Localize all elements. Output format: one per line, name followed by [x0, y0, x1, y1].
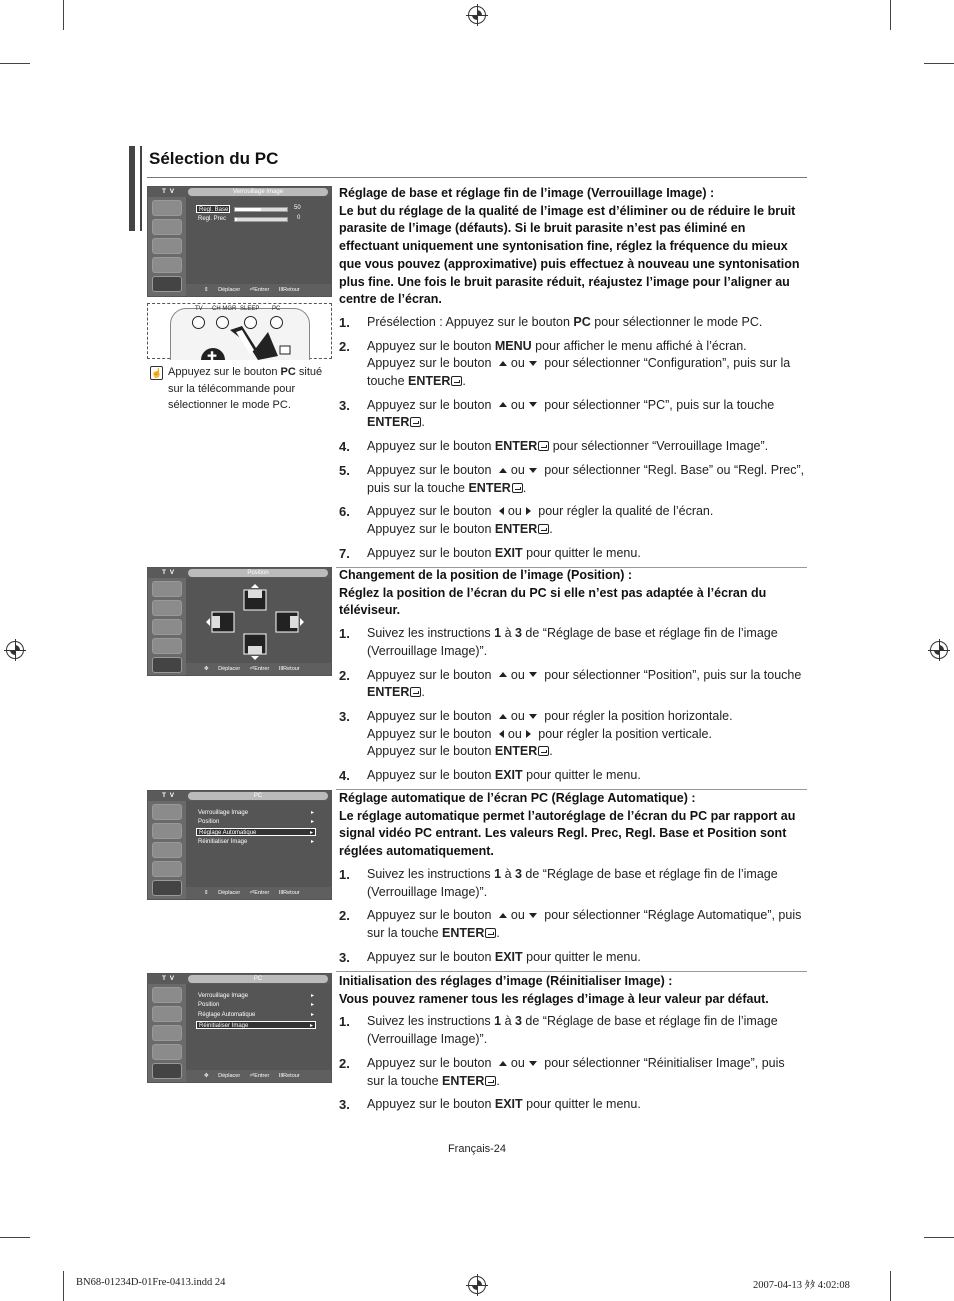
- crop-mark: [924, 63, 954, 64]
- menu-sidebar: [148, 578, 186, 675]
- osd-menu-pc-reinitialiser: [147, 973, 332, 1083]
- menu-header: PC: [188, 975, 328, 983]
- title-rule: [147, 177, 807, 178]
- registration-mark-icon: [928, 639, 950, 661]
- menu-item-position: Position ▸: [198, 819, 314, 825]
- up-arrow-icon: [499, 672, 507, 677]
- step-item: 2. Appuyez sur le bouton ou pour sélectionner “Position”, puis sur la touche ENTER .: [339, 667, 802, 700]
- menu-footer: ⇕ Déplacer ⏎Entrer ⅠⅡRetour: [186, 887, 331, 899]
- step-item: 1. Présélection : Appuyez sur le bouton PC pour sélectionner le mode PC.: [339, 314, 763, 330]
- title-bar-gap: [135, 146, 140, 231]
- down-arrow-icon: [529, 1061, 537, 1066]
- section-verrouillage-image: [339, 185, 805, 562]
- menu-item-verrouillage: Verrouillage Image ▸: [198, 993, 314, 999]
- section-heading: Initialisation des réglages d’image (Réinitialiser Image) :: [339, 974, 673, 988]
- osd-menu-pc-reglage-auto: [147, 790, 332, 900]
- regl-prec-slider: [234, 217, 288, 222]
- menu-item-reinitialiser: Réinitialiser Image ▸: [196, 1021, 316, 1029]
- down-arrow-icon: [529, 913, 537, 918]
- crop-mark: [63, 1271, 64, 1301]
- menu-footer: ⇕ Déplacer ⏎Entrer ⅠⅡRetour: [186, 284, 331, 296]
- section-heading: Changement de la position de l’image (Position) :: [339, 568, 633, 582]
- print-slug-date: 2007-04-13 ﾀﾀ 4:02:08: [753, 1280, 850, 1291]
- menu-body: [186, 801, 331, 887]
- regl-prec-value: 0: [297, 215, 301, 221]
- right-arrow-icon: [526, 507, 531, 515]
- step-item: 1. Suivez les instructions 1 à 3 de “Réglage de base et réglage fin de l’image (Verrouillage Image)”.: [339, 866, 778, 899]
- enter-icon: [410, 687, 421, 697]
- step-item: 1. Suivez les instructions 1 à 3 de “Réglage de base et réglage fin de l’image (Verrouillage Image)”.: [339, 626, 778, 658]
- step-item: 2. Appuyez sur le bouton ou pour sélectionner “Réglage Automatique”, puis sur la touche ENTER .: [339, 908, 802, 940]
- left-arrow-icon: [499, 730, 504, 738]
- enter-icon: [485, 928, 496, 938]
- section-intro: Vous pouvez ramener tous les réglages d’image à leur valeur par défaut.: [339, 991, 769, 1006]
- right-arrow-icon: [526, 730, 531, 738]
- up-arrow-icon: [499, 1061, 507, 1066]
- menu-item-regl-base: Regl. Base: [196, 205, 230, 213]
- registration-mark-icon: [466, 4, 488, 26]
- down-arrow-icon: [529, 361, 537, 366]
- step-item: 3. Appuyez sur le bouton EXIT pour quitter le menu.: [339, 1097, 641, 1113]
- step-item: 2. Appuyez sur le bouton ou pour sélectionner “Réinitialiser Image”, puis sur la touche ENTER .: [339, 1055, 785, 1088]
- up-arrow-icon: [499, 468, 507, 473]
- up-arrow-icon: [499, 714, 507, 719]
- section-rule: [336, 971, 807, 972]
- svg-text:✚: ✚: [207, 349, 218, 360]
- remote-label-chmgr: CH MGR: [212, 306, 237, 312]
- enter-icon: [512, 483, 523, 493]
- step-item: 2. Appuyez sur le bouton MENU pour afficher le menu affiché à l’écran. Appuyez sur le bouton ou pour sélectionner “Configuration”, puis sur la touche ENTER .: [339, 338, 791, 389]
- up-arrow-icon: [499, 361, 507, 366]
- up-arrow-icon: [499, 402, 507, 407]
- section-intro: Réglez la position de l’écran du PC si elle n’est pas adaptée à l’écran du téléviseur.: [339, 585, 767, 618]
- up-arrow-icon: [499, 913, 507, 918]
- menu-sidebar: [148, 197, 186, 296]
- page-title: Sélection du PC: [149, 149, 279, 168]
- step-item: 3. Appuyez sur le bouton ou pour régler la position horizontale. Appuyez sur le bouton ou pour régler la position verticale. Appuyez sur le bouton ENTER .: [339, 708, 733, 759]
- remote-note: Appuyez sur le bouton PC situé sur la télécommande pour sélectionner le mode PC.: [168, 366, 323, 411]
- page-number: Français-24: [447, 1143, 507, 1155]
- crop-mark: [890, 0, 891, 30]
- osd-menu-verrouillage: [147, 186, 332, 297]
- menu-footer: ✥ Déplacer ⏎Entrer ⅠⅡRetour: [186, 1070, 331, 1082]
- crop-mark: [924, 1237, 954, 1238]
- menu-header: PC: [188, 792, 328, 800]
- enter-icon: [538, 524, 549, 534]
- regl-base-slider: [234, 207, 288, 212]
- enter-icon: [538, 746, 549, 756]
- step-item: 4. Appuyez sur le bouton ENTER pour sélectionner “Verrouillage Image”.: [339, 439, 769, 455]
- osd-menu-position: [147, 567, 332, 676]
- down-arrow-icon: [529, 402, 537, 407]
- print-slug-file: BN68-01234D-01Fre-0413.indd 24: [76, 1277, 226, 1288]
- step-item: 3. Appuyez sur le bouton ou pour sélectionner “PC”, puis sur la touche ENTER .: [339, 397, 775, 430]
- menu-body: [186, 984, 331, 1070]
- enter-icon: [538, 441, 549, 451]
- menu-body: [186, 578, 331, 663]
- menu-item-reglage-auto: Réglage Automatique ▸: [196, 828, 316, 836]
- menu-item-verrouillage: Verrouillage Image ▸: [198, 810, 314, 816]
- section-reglage-automatique: [339, 790, 805, 966]
- crop-mark: [0, 1237, 30, 1238]
- menu-footer: ✥ Déplacer ⏎Entrer ⅠⅡRetour: [186, 663, 331, 675]
- pointer-arrow-icon: [198, 326, 293, 360]
- menu-header: Verrouillage Image: [188, 188, 328, 196]
- registration-mark-icon: [466, 1274, 488, 1296]
- menu-tv-label: T V: [162, 569, 176, 576]
- step-item: 7. Appuyez sur le bouton EXIT pour quitter le menu.: [339, 545, 641, 561]
- step-item: 4. Appuyez sur le bouton EXIT pour quitter le menu.: [339, 768, 641, 784]
- crop-mark: [0, 63, 30, 64]
- section-intro: Le réglage automatique permet l’autoréglage de l’écran du PC par rapport au signal vidéo PC entrant. Les valeurs Regl. Prec, Regl. Base et Position sont réglées automatiquement.: [339, 808, 796, 859]
- section-heading: Réglage automatique de l’écran PC (Réglage Automatique) :: [339, 791, 696, 805]
- regl-base-value: 50: [294, 205, 301, 211]
- section-position: [339, 567, 805, 785]
- menu-header: Position: [188, 569, 328, 577]
- menu-tv-label: T V: [162, 188, 176, 195]
- remote-label-tv: TV: [195, 306, 203, 312]
- position-diagram-icon: [186, 578, 333, 664]
- down-arrow-icon: [529, 714, 537, 719]
- menu-sidebar: [148, 801, 186, 899]
- enter-icon: [451, 376, 462, 386]
- down-arrow-icon: [529, 468, 537, 473]
- menu-tv-label: T V: [162, 975, 176, 982]
- section-heading: Réglage de base et réglage fin de l’image (Verrouillage Image) :: [339, 186, 715, 200]
- remote-control-illustration: [147, 303, 332, 359]
- remote-label-sleep: SLEEP: [240, 306, 260, 312]
- step-item: 1. Suivez les instructions 1 à 3 de “Réglage de base et réglage fin de l’image (Verrouillage Image)”.: [339, 1014, 778, 1047]
- step-item: 5. Appuyez sur le bouton ou pour sélectionner “Regl. Base” ou “Regl. Prec”, puis sur la touche ENTER .: [339, 462, 805, 495]
- menu-item-regl-prec: Regl. Prec: [198, 216, 227, 222]
- registration-mark-icon: [4, 639, 26, 661]
- menu-item-reglage-auto: Réglage Automatique ▸: [198, 1012, 314, 1018]
- step-item: 6. Appuyez sur le bouton ou pour régler la qualité de l’écran. Appuyez sur le bouton ENTER .: [339, 504, 714, 536]
- section-reinitialiser-image: [339, 973, 805, 1114]
- menu-item-reinitialiser: Réinitialiser Image ▸: [198, 839, 314, 845]
- menu-tv-label: T V: [162, 792, 176, 799]
- left-arrow-icon: [499, 507, 504, 515]
- remote-label-pc: PC: [272, 306, 281, 312]
- down-arrow-icon: [529, 672, 537, 677]
- menu-body: [186, 197, 331, 284]
- enter-icon: [410, 417, 421, 427]
- menu-item-position: Position ▸: [198, 1002, 314, 1008]
- hand-note-icon: ☝: [151, 368, 163, 378]
- section-intro: Le but du réglage de la qualité de l’image est d’éliminer ou de réduire le bruit parasite de l’image (défauts). Si le bruit parasite n’est pas éliminé en effectuant uniquement une syntonisation fine, réglez la fréquence du mieux que vous pouvez (approximative) puis effectuez à nouveau une syntonisation plus fine. Une fois le bruit parasite réduit, réajustez l’image pour l’aligner au centre de l’écran.: [339, 203, 800, 307]
- menu-sidebar: [148, 984, 186, 1082]
- crop-mark: [890, 1271, 891, 1301]
- crop-mark: [63, 0, 64, 30]
- enter-icon: [485, 1076, 496, 1086]
- step-item: 3. Appuyez sur le bouton EXIT pour quitter le menu.: [339, 949, 641, 965]
